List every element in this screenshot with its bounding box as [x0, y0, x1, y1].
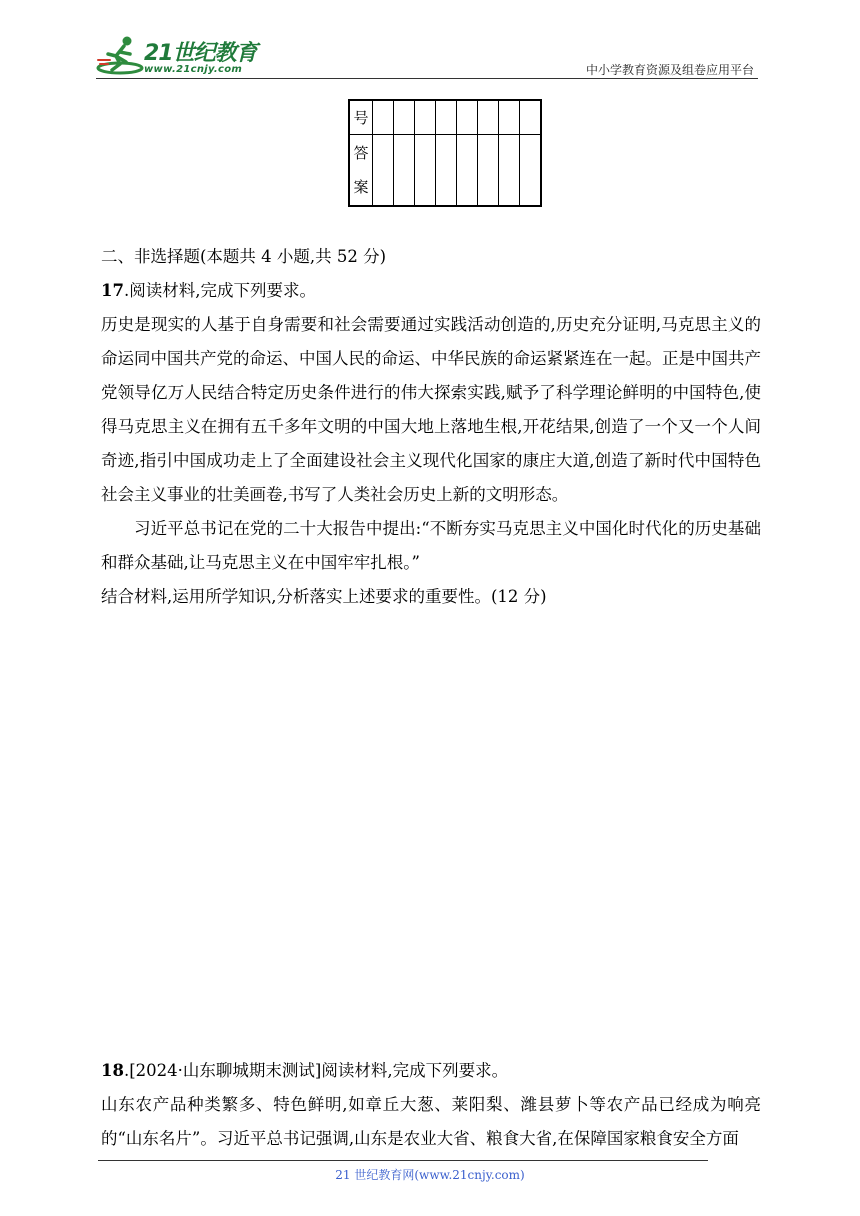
footer-link[interactable]: 21 世纪教育网(www.21cnjy.com)	[335, 1168, 525, 1182]
answer-grid	[348, 99, 542, 207]
q17-stem	[101, 274, 761, 308]
q17-number: 17	[101, 281, 124, 300]
answer-cell[interactable]	[415, 135, 436, 207]
answer-cell[interactable]	[520, 135, 542, 207]
answer-grid-number-row	[349, 100, 541, 135]
answer-cell[interactable]	[457, 135, 478, 207]
number-cell	[520, 100, 542, 135]
header-divider	[96, 78, 758, 79]
page-header	[96, 34, 760, 80]
logo-url: www.21cnjy.com	[144, 64, 243, 75]
number-cell	[436, 100, 457, 135]
answer-label-top: 答	[353, 144, 369, 162]
q17-task: 结合材料,运用所学知识,分析落实上述要求的重要性。(12 分)	[101, 587, 547, 606]
q18-stem	[101, 1054, 761, 1088]
answer-cell[interactable]	[436, 135, 457, 207]
answer-label	[349, 135, 373, 207]
footer-divider	[98, 1160, 708, 1161]
answer-grid-answer-row	[349, 135, 541, 207]
runner-logo-icon	[96, 34, 144, 78]
q18-material-paragraph-1: 山东农产品种类繁多、特色鲜明,如章丘大葱、莱阳梨、潍县萝卜等农产品已经成为响亮的“山东名片”。习近平总书记强调,山东是农业大省、粮食大省,在保障国家粮食安全方面	[101, 1095, 761, 1148]
platform-title: 中小学教育资源及组卷应用平台	[585, 63, 754, 77]
number-label: 号	[349, 100, 373, 135]
q18-number: 18	[101, 1061, 124, 1080]
number-cell	[478, 100, 499, 135]
answer-label-bottom: 案	[353, 178, 369, 196]
q18-stem-text: .[2024·山东聊城期末测试]阅读材料,完成下列要求。	[123, 1061, 509, 1080]
number-cell	[415, 100, 436, 135]
answer-cell[interactable]	[394, 135, 415, 207]
logo-text: 21世纪教育	[144, 41, 257, 66]
q17-material-paragraph-2: 习近平总书记在党的二十大报告中提出:“不断夯实马克思主义中国化时代化的历史基础和群众基础,让马克思主义在中国牢牢扎根。”	[101, 519, 761, 572]
section-title: 二、非选择题(本题共 4 小题,共 52 分)	[101, 247, 387, 266]
answer-cell[interactable]	[373, 135, 394, 207]
number-cell	[499, 100, 520, 135]
site-logo[interactable]	[96, 34, 266, 78]
number-cell	[457, 100, 478, 135]
q17-answer-area[interactable]	[101, 620, 761, 1020]
answer-cell[interactable]	[478, 135, 499, 207]
number-cell	[394, 100, 415, 135]
number-cell	[373, 100, 394, 135]
q17-material-paragraph-1: 历史是现实的人基于自身需要和社会需要通过实践活动创造的,历史充分证明,马克思主义的命运同中国共产党的命运、中国人民的命运、中华民族的命运紧紧连在一起。正是中国共产党领导亿万人民结合特定历史条件进行的伟大探索实践,赋予了科学理论鲜明的中国特色,使得马克思主义在拥有五千多年文明的中国大地上落地生根,开花结果,创造了一个又一个人间奇迹,指引中国成功走上了全面建设社会主义现代化国家的康庄大道,创造了新时代中国特色社会主义事业的壮美画卷,书写了人类社会历史上新的文明形态。	[101, 315, 761, 504]
q17-stem-text: .阅读材料,完成下列要求。	[123, 281, 316, 300]
answer-cell[interactable]	[499, 135, 520, 207]
